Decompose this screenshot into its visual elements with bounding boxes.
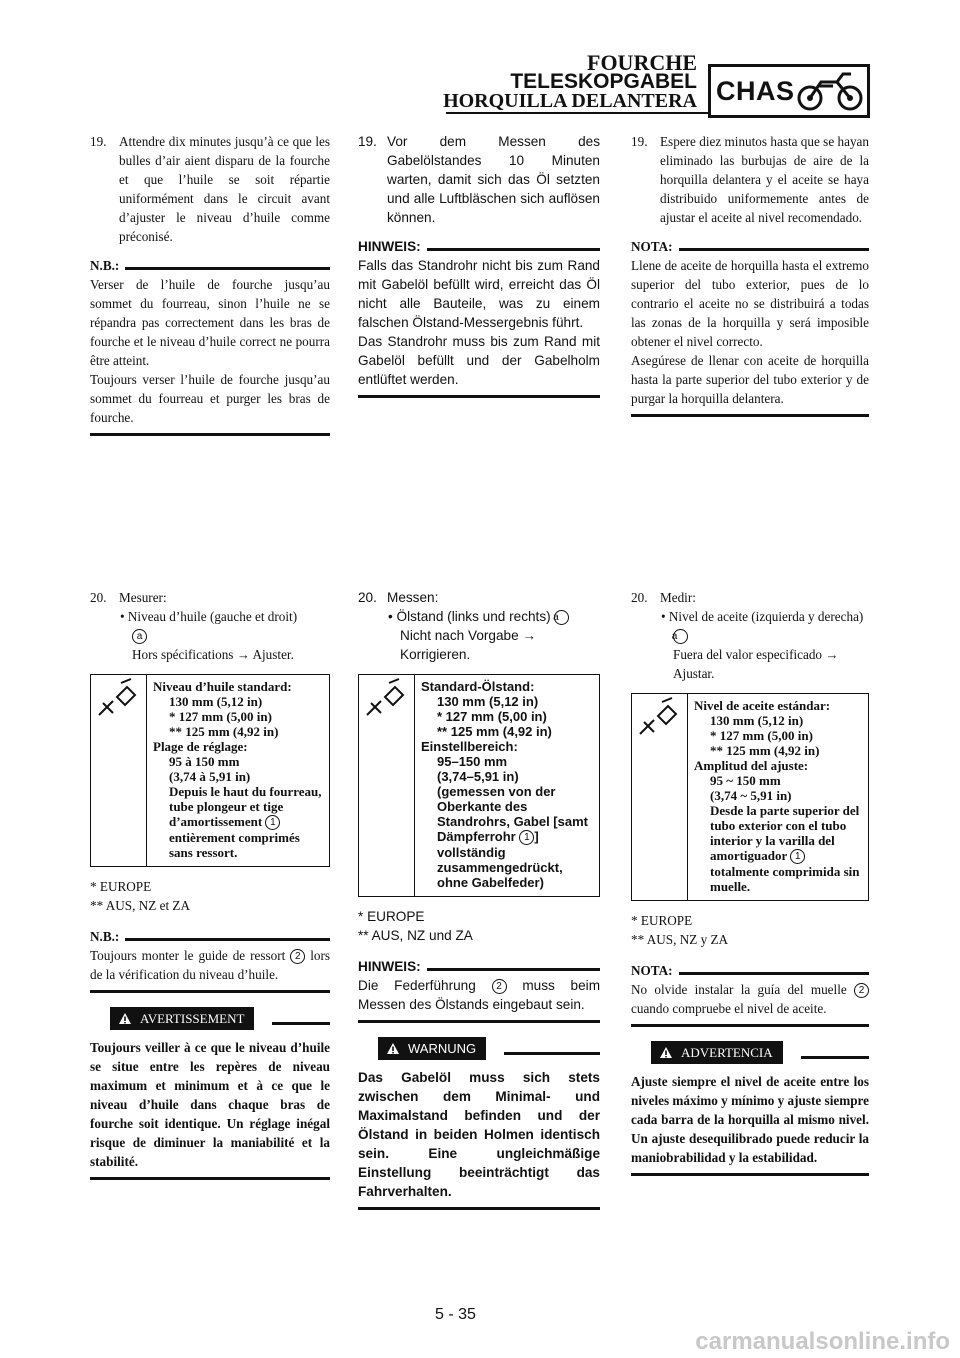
ref-marker-2: 2	[290, 949, 305, 964]
note-label: N.B.:	[90, 258, 120, 273]
column-french-step20	[90, 588, 330, 1180]
note-end-rule	[358, 1020, 600, 1023]
note-text: Toujours monter le guide de ressort 2 lors de la vérification du niveau d’huile.	[90, 948, 330, 982]
spec-box	[358, 674, 600, 897]
spec-value: 130 mm (5,12 in)	[169, 694, 263, 709]
note-end-rule	[631, 414, 869, 417]
spec-value: 130 mm (5,12 in)	[710, 713, 804, 728]
step-text: Vor dem Messen des Gabelölstandes 10 Minuten warten, damit sich das Öl setzten und alle Luftbläschen sich auflösen können.	[387, 134, 600, 225]
ref-marker-1: 1	[265, 815, 280, 830]
ref-marker-1: 1	[790, 849, 805, 864]
column-german-step20	[358, 588, 600, 1210]
step-number: 19.	[358, 134, 377, 149]
note-text-2: Das Standrohr muss bis zum Rand mit Gabelöl befüllt und der Gabelholm entlüftet werden.	[358, 334, 600, 387]
spec-range-title: Plage de réglage:	[153, 739, 248, 754]
warning-header	[90, 1007, 330, 1030]
region-2: ** AUS, NZ und ZA	[358, 928, 473, 943]
note-text: Llene de aceite de horquilla hasta el extremo superior del tubo exterior, pues de lo contrario el aceite no se distribuirá a todas las zonas de la horquilla y será imposible obtener el nivel correcto.	[631, 258, 869, 349]
step-title: Messen:	[387, 590, 439, 605]
spec-range: (3,74–5,91 in)	[437, 769, 519, 784]
region-1: * EUROPE	[631, 913, 693, 928]
warning-text: Das Gabelöl muss sich stets zwischen dem Minimal- und Maximalstand befinden und der Ölstand in beiden Holmen identisch sein. Eine ungleichmäßige Einstellung beeinträchtigt das Fahrverhalten.	[358, 1070, 600, 1199]
spec-range-title: Einstellbereich:	[421, 739, 518, 754]
spec-box	[90, 674, 330, 867]
spec-value: ** 125 mm (4,92 in)	[169, 724, 279, 739]
column-german	[358, 132, 600, 398]
spec-title: Standard-Ölstand:	[421, 679, 535, 694]
warning-end-rule	[631, 1173, 869, 1176]
spec-value: * 127 mm (5,00 in)	[169, 709, 272, 724]
warning-triangle-icon	[659, 1046, 673, 1059]
spec-value: ** 125 mm (4,92 in)	[710, 743, 820, 758]
step-ref	[90, 626, 330, 645]
note-text-2: Toujours verser l’huile de fourche jusqu’au sommet du fourreau et purger les bras de fourche.	[90, 372, 330, 425]
spec-range-note: Depuis le haut du fourreau, tube plongeur et tige d’amortissement 1 entièrement comprimés sans ressort.	[169, 784, 322, 860]
note-text: Die Federführung 2 muss beim Messen des Ölstands eingebaut sein.	[358, 978, 601, 1012]
note-header	[358, 957, 600, 976]
step-19	[90, 132, 330, 246]
step-number: 19.	[90, 134, 107, 149]
step-number: 20.	[358, 590, 377, 605]
note-end-rule	[90, 433, 330, 436]
warning-text: Toujours veiller à ce que le niveau d’huile se situe entre les repères de niveau maximum et minimum et à ce que le niveau d’huile dans chaque bras de fourche soit identique. Un réglage inégal risque de diminuer la maniabilité et la stabilité.	[90, 1040, 330, 1169]
note-header	[90, 256, 330, 275]
warning-label: ADVERTENCIA	[651, 1041, 783, 1064]
spec-title: Niveau d’huile standard:	[153, 679, 292, 694]
step-number: 19.	[631, 134, 648, 149]
region-1: * EUROPE	[90, 879, 152, 894]
region-1: * EUROPE	[358, 909, 425, 924]
header-title-fr: FOURCHE	[587, 50, 697, 75]
ref-marker-a: a	[132, 629, 147, 644]
note-end-rule	[358, 395, 600, 398]
note-label: HINWEIS:	[358, 959, 421, 974]
watermark: carmanualsonline.info	[695, 1328, 950, 1355]
spec-value: 130 mm (5,12 in)	[437, 694, 539, 709]
header-title-de: TELESKOPGABEL	[510, 70, 697, 93]
spec-range-title: Amplitud del ajuste:	[694, 758, 809, 773]
section-badge-label: CHAS	[716, 75, 795, 106]
spec-text	[147, 675, 329, 866]
ref-marker-a: a	[673, 629, 688, 644]
spec-value: ** 125 mm (4,92 in)	[437, 724, 552, 739]
region-2: ** AUS, NZ y ZA	[631, 932, 729, 947]
step-action: Nicht nach Vorgabe → Korrigieren.	[400, 628, 537, 662]
column-spanish-step20	[631, 588, 869, 1176]
warning-header	[358, 1037, 600, 1060]
warning-label: WARNUNG	[378, 1037, 486, 1060]
page-number: 5 - 35	[435, 1306, 476, 1323]
spec-range: 95 à 150 mm	[169, 754, 240, 769]
note-header	[631, 961, 869, 980]
spec-range: 95–150 mm	[437, 754, 508, 769]
spec-value: * 127 mm (5,00 in)	[710, 728, 813, 743]
note-header	[358, 237, 600, 256]
warning-end-rule	[358, 1207, 600, 1210]
spec-range: (3,74 ~ 5,91 in)	[710, 788, 792, 803]
spec-box	[631, 693, 869, 901]
warning-text: Ajuste siempre el nivel de aceite entre los niveles máximo y mínimo y ajuste siempre cada barra de la horquilla al mismo nivel. Un ajuste desequilibrado puede reducir la maniobrabilidad y la estabilidad.	[631, 1074, 869, 1165]
step-action: Fuera del valor especificado → Ajustar.	[673, 647, 839, 681]
warning-end-rule	[90, 1177, 330, 1180]
spec-text	[415, 675, 599, 896]
spec-value: * 127 mm (5,00 in)	[437, 709, 547, 724]
spec-text	[688, 694, 868, 900]
warning-label: AVERTISSEMENT	[110, 1007, 254, 1030]
note-label: N.B.:	[90, 929, 120, 944]
warning-triangle-icon	[118, 1012, 132, 1025]
note-header	[90, 927, 330, 946]
step-number: 20.	[631, 590, 648, 605]
motorcycle-icon	[795, 70, 865, 114]
step-text: Espere diez minutos hasta que se hayan eliminado las burbujas de aire de la horquilla delantera y el aceite se haya distribuido uniformemente antes de ajustar el aceite al nivel recomendado.	[660, 134, 869, 225]
step-19	[631, 132, 869, 227]
step-20	[358, 588, 600, 607]
warning-header	[631, 1041, 869, 1064]
ref-marker-2: 2	[492, 979, 507, 994]
header-title-es: HORQUILLA DELANTERA	[443, 90, 697, 112]
step-number: 20.	[90, 590, 107, 605]
note-end-rule	[90, 990, 330, 993]
note-end-rule	[631, 1024, 869, 1027]
note-label: HINWEIS:	[358, 239, 421, 254]
step-action: Hors spécifications → Ajuster.	[132, 647, 294, 662]
ref-marker-1: 1	[519, 830, 534, 845]
wrench-hand-icon	[359, 675, 415, 896]
step-title: Mesurer:	[119, 590, 167, 605]
spec-range: (3,74 à 5,91 in)	[169, 769, 251, 784]
spec-title: Nivel de aceite estándar:	[694, 698, 831, 713]
spec-range-note: Desde la parte superior del tubo exterior con el tubo interior y la varilla del amortiguador 1 totalmente comprimida sin muelle.	[710, 803, 860, 894]
step-bullet: • Niveau d’huile (gauche et droit)	[120, 609, 298, 624]
spec-range-note: (gemessen von der Oberkante des Standrohrs, Gabel [samt Dämpferrohr 1 ] vollständig zusammengedrückt, ohne Gabelfeder)	[437, 784, 588, 890]
section-badge	[708, 64, 870, 118]
note-text-2: Asegúrese de llenar con aceite de horquilla hasta la parte superior del tubo exterior y de purgar la horquilla delantera.	[631, 353, 869, 406]
ref-marker-2: 2	[854, 983, 869, 998]
step-title: Medir:	[660, 590, 696, 605]
step-19	[358, 132, 600, 227]
step-text: Attendre dix minutes jusqu’à ce que les bulles d’air aient disparu de la fourche et que l’huile se soit répartie uniformément dans le circuit avant d’ajuster le niveau d’huile comme préconisé.	[119, 134, 330, 244]
spec-range: 95 ~ 150 mm	[710, 773, 781, 788]
note-label: NOTA:	[631, 963, 673, 978]
step-20	[90, 588, 330, 607]
warning-triangle-icon	[386, 1042, 400, 1055]
step-20	[631, 588, 869, 607]
column-spanish	[631, 132, 869, 417]
note-text: Verser de l’huile de fourche jusqu’au sommet du fourreau, sinon l’huile ne se répandra pas correctement dans les bras de fourche et le niveau d’huile correct ne pourra être atteint.	[90, 277, 330, 368]
wrench-hand-icon	[632, 694, 688, 900]
note-text: No olvide instalar la guía del muelle 2 cuando compruebe el nivel de aceite.	[631, 980, 869, 1018]
wrench-hand-icon	[91, 675, 147, 866]
header-rule	[446, 112, 708, 114]
step-bullet: • Nivel de aceite (izquierda y derecha) a	[661, 609, 864, 642]
note-header	[631, 237, 869, 256]
step-bullet: • Ölstand (links und rechts) a	[358, 607, 600, 626]
note-label: NOTA:	[631, 239, 673, 254]
note-text: Falls das Standrohr nicht bis zum Rand mit Gabelöl befüllt wird, erreicht das Öl nicht alle Bauteile, was zu einem falschen Ölstand-Messergebnis führt.	[358, 258, 600, 330]
column-french	[90, 132, 330, 436]
region-2: ** AUS, NZ et ZA	[90, 898, 191, 913]
ref-marker-a: a	[554, 610, 569, 625]
